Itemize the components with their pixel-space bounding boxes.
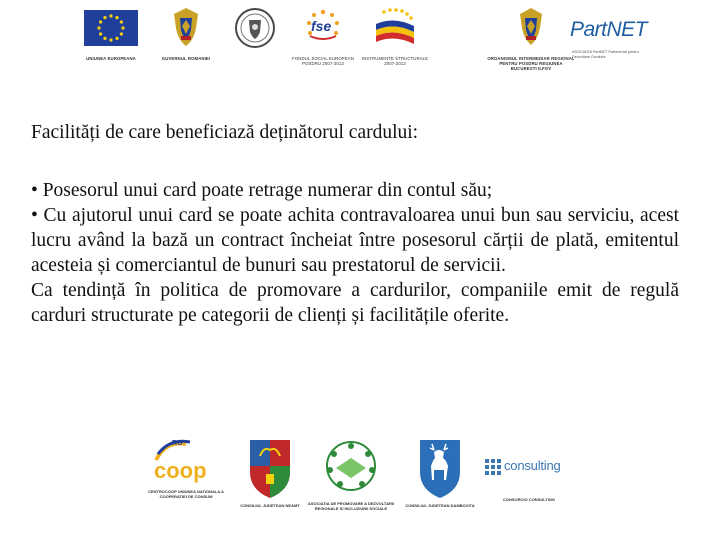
main-content (31, 120, 679, 328)
fse-logo (292, 6, 354, 66)
svg-text:RO: RO (172, 440, 183, 447)
fse-caption-1: FONDUL SOCIAL EUROPEAN (292, 56, 354, 61)
coat-of-arms-icon (160, 6, 212, 52)
flag-stars-icon (366, 6, 424, 52)
round-seal-logo (232, 6, 278, 52)
neamt-shield-icon (246, 436, 294, 502)
round-seal-icon (232, 6, 278, 52)
bullet-withdraw-cash: • Posesorul unui card poate retrage numerar din contul său; (31, 180, 493, 201)
neamt-logo (240, 436, 300, 508)
fse-mark: fse (311, 18, 332, 34)
coop-caption: CENTROCOOP UNIUNEA NATIONALA A COOPERATIEI DE CONSUM (148, 489, 224, 499)
apdrss-logo (307, 436, 395, 511)
eu-caption: UNIUNEA EUROPEANA (86, 56, 136, 61)
coop-swoosh-icon (146, 436, 226, 486)
is-caption-1: INSTRUMENTE STRUCTURALE (361, 56, 429, 61)
content-heading: Facilități de care beneficiază deținătorul cardului: (31, 122, 419, 143)
eu-flag-icon (82, 6, 140, 50)
coop-logo (146, 436, 226, 499)
fse-caption-2: POSDRU 2007-2013 (302, 61, 344, 66)
eu-logo (82, 6, 140, 61)
bullet-pay-goods: • Cu ajutorul unui card se poate achita contravaloarea unui bun sau serviciu, acest lucru având la bază un contract încheiat între posesorul cărții de plată, emitentul acesteia și comerciantul de bunuri sau prestatorul de servicii. (31, 205, 679, 276)
promotion-paragraph: Ca tendință în politica de promovare a cardurilor, companiile emit de regulă carduri structurate pe categorii de clienți și facilitățile oferite. (31, 280, 679, 326)
coat-of-arms-icon (502, 6, 560, 52)
people-circle-icon (316, 436, 386, 502)
is-caption-2: 2007-2013 (384, 61, 406, 66)
romanian-government-logo (160, 6, 212, 61)
partnet-subtitle: ASOCIATIA PartNET Parteneriat pentru Dezvoltare Durabila (572, 50, 639, 59)
deer-shield-icon (416, 436, 464, 502)
coop-wordmark: coop (154, 458, 207, 483)
intermediate-body-logo (487, 6, 575, 71)
om-caption: ORGANISMUL INTERMEDIAR REGIONAL PENTRU POSDRU REGIUNEA BUCURESTI ILFOV (487, 56, 575, 71)
dambovita-logo (405, 436, 475, 508)
gov-caption: GUVERNUL ROMANIEI (161, 56, 211, 61)
consulting-grid-icon (484, 458, 504, 478)
dambovita-caption: CONSILIUL JUDETEAN DAMBOVITA (405, 503, 475, 508)
structural-instruments-logo (361, 6, 429, 66)
apdrss-caption: ASOCIATIA DE PROMOVARE A DEZVOLTARII REGIONALE SI INCLUZIUNII SOCIALE (307, 501, 395, 511)
consulting-caption: CONSORCIO CONSULTING (503, 497, 555, 502)
top-logo-row (62, 6, 650, 76)
bottom-logo-row (140, 436, 580, 520)
partnet-wordmark: PartNET (570, 18, 648, 41)
fse-star-icon (292, 6, 354, 52)
neamt-caption: CONSILIUL JUDETEAN NEAMT (240, 503, 300, 508)
consulting-wordmark: consulting (504, 458, 561, 473)
